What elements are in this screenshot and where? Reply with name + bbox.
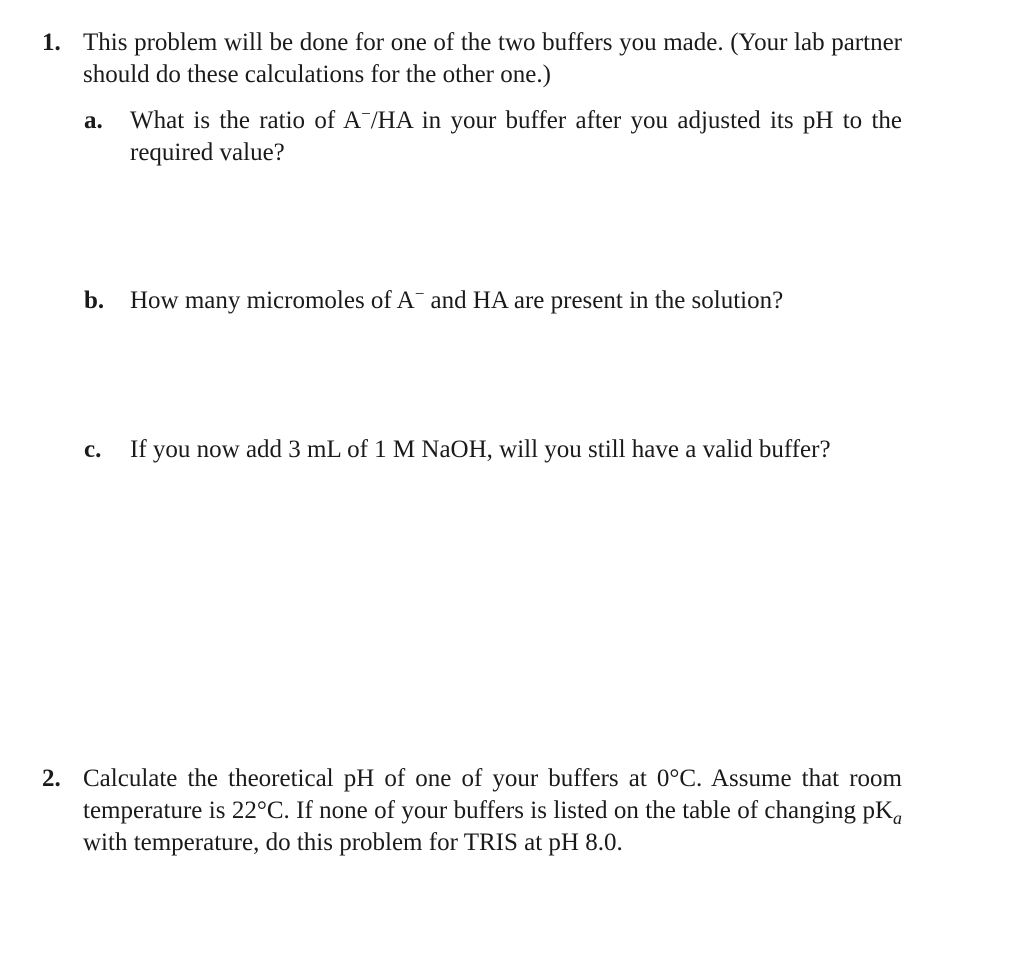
subquestion-a-text: What is the ratio of A−/HA in your buffer after you adjusted its pH to the required value? <box>130 104 902 166</box>
question-1 <box>42 27 902 91</box>
question-1-number: 1. <box>42 29 61 56</box>
question-2-text: Calculate the theoretical pH of one of your buffers at 0°C. Assume that room temperature is 22°C. If none of your buffers is listed on the table of changing $pK_a$ with temperature, do this problem for TRIS at pH 8.0. <box>83 765 902 856</box>
subquestion-c-label: c. <box>84 436 102 463</box>
subquestion-a <box>84 105 902 169</box>
subquestion-b-label: b. <box>84 287 105 314</box>
superscript-minus: − <box>414 284 425 303</box>
question-2 <box>42 763 902 859</box>
question-2-number: 2. <box>42 765 61 792</box>
subquestion-c-text: If you now add 3 mL of 1 M NaOH, will you still have a valid buffer? <box>130 436 831 463</box>
question-1-text: This problem will be done for one of the two buffers you made. (Your lab partner should do these calculations for the other one.) <box>83 29 902 88</box>
subquestion-a-label: a. <box>84 107 103 134</box>
subscript-a: a <box>893 808 902 828</box>
subquestion-b <box>84 285 902 317</box>
superscript-minus: − <box>361 104 371 123</box>
subquestion-b-text: How many micromoles of A− and HA are present in the solution? <box>130 284 784 314</box>
subquestion-c <box>84 434 902 466</box>
